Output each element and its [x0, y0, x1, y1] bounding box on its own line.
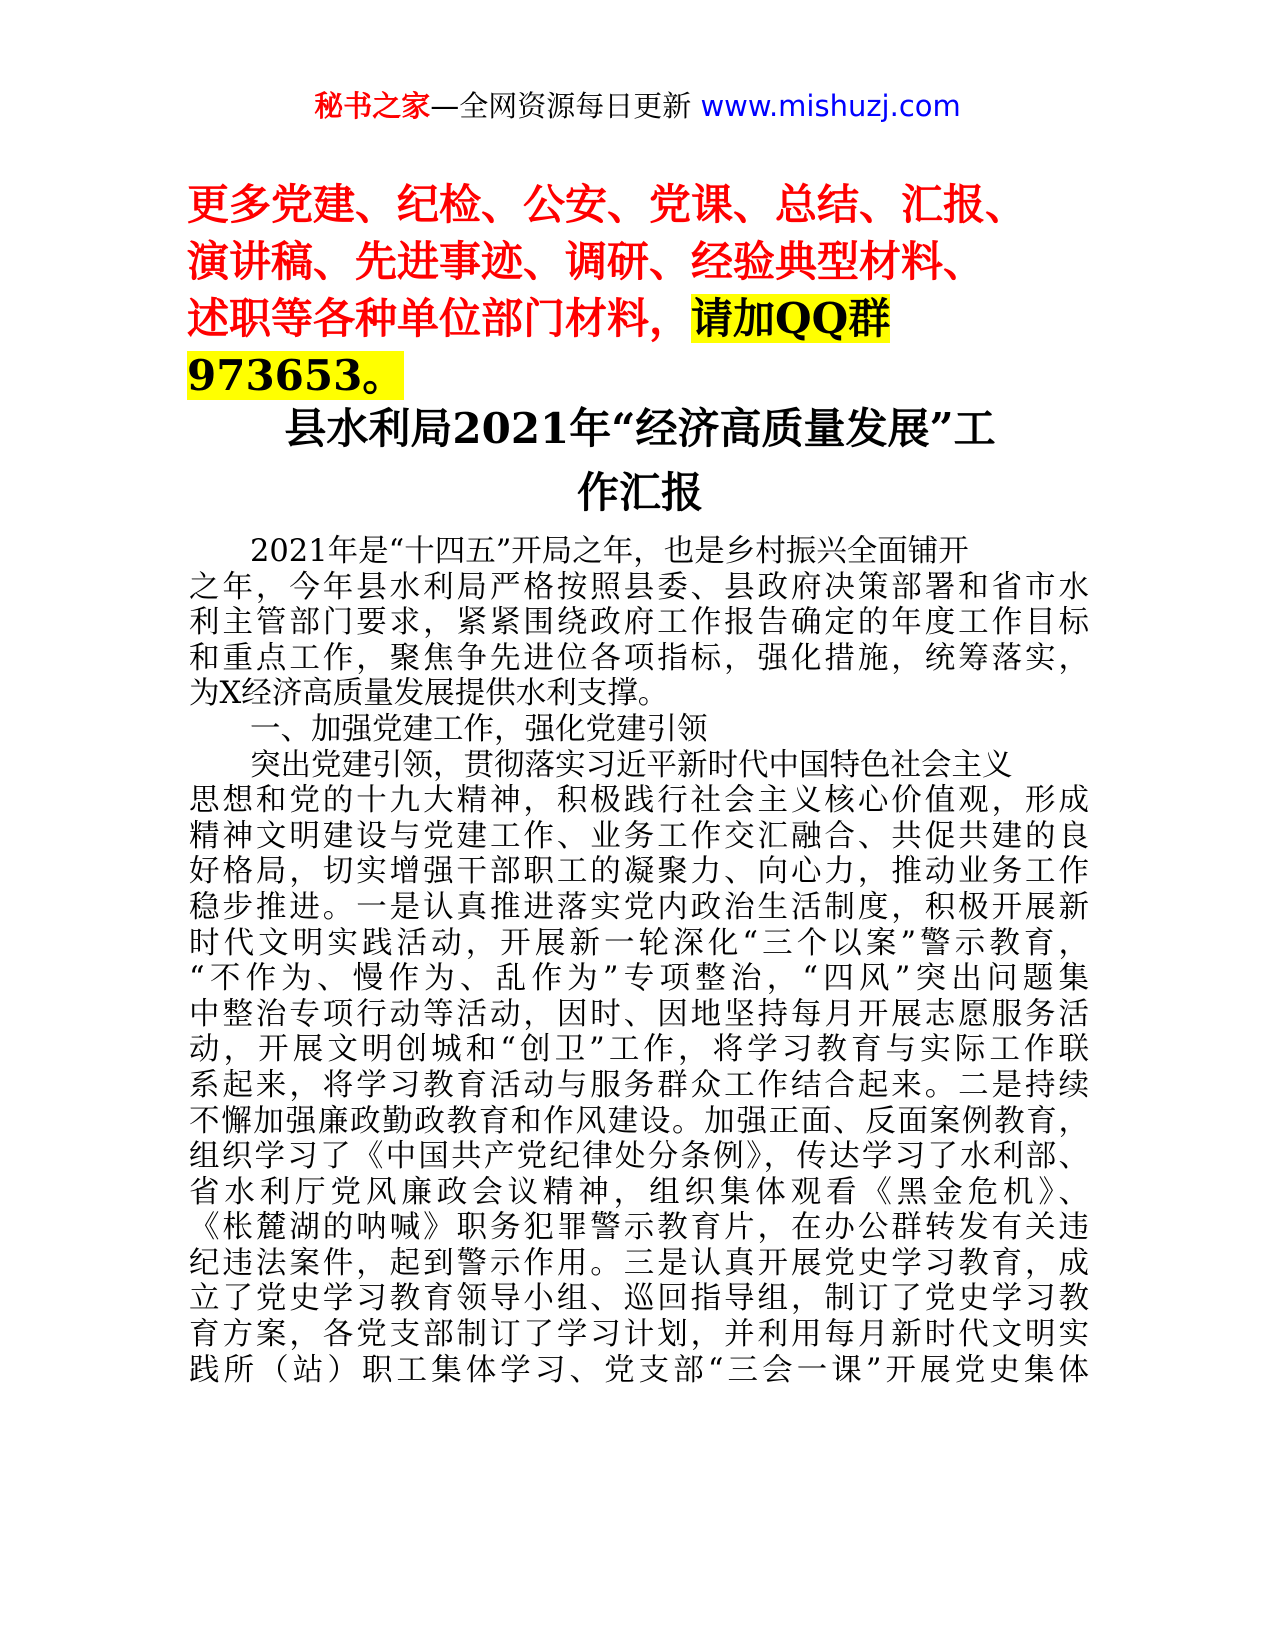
body-line: 动，开展文明创城和“创卫”工作，将学习教育与实际工作联 — [189, 1032, 1089, 1068]
body-line: 时代文明实践活动，开展新一轮深化“三个以案”警示教育， — [189, 925, 1089, 961]
promo-line: 更多党建、纪检、公安、党课、总结、汇报、 — [187, 180, 1028, 229]
body-line: 组织学习了《中国共产党纪律处分条例》，传达学习了水利部、 — [189, 1139, 1089, 1175]
body-line: 立了党史学习教育领导小组、巡回指导组，制订了党史学习教 — [189, 1281, 1089, 1317]
body-line: “不作为、慢作为、乱作为”专项整治，“四风”突出问题集 — [189, 961, 1089, 997]
promo-qq-highlight: 请加QQ群 — [691, 294, 891, 343]
title-line: 作汇报 — [576, 468, 703, 517]
body-line: 中整治专项行动等活动，因时、因地坚持每月开展志愿服务活 — [189, 996, 1089, 1032]
body-line: 之年，今年县水利局严格按照县委、县政府决策部署和省市水 — [189, 569, 1089, 605]
promo-text: 述职等各种单位部门材料， — [187, 294, 692, 343]
site-tagline: —全网资源每日更新 — [430, 89, 701, 123]
site-banner — [0, 86, 1275, 126]
body-line: 思想和党的十九大精神，积极践行社会主义核心价值观，形成 — [189, 783, 1089, 819]
body-line: 纪违法案件，起到警示作用。三是认真开展党史学习教育，成 — [189, 1245, 1089, 1281]
body-line: 利主管部门要求，紧紧围绕政府工作报告确定的年度工作目标 — [189, 605, 1089, 641]
body-line: 好格局，切实增强干部职工的凝聚力、向心力，推动业务工作 — [189, 854, 1089, 890]
promo-line: 演讲稿、先进事迹、调研、经验典型材料、 — [187, 237, 986, 286]
body-line: 不懈加强廉政勤政教育和作风建设。加强正面、反面案例教育， — [189, 1103, 1089, 1139]
document-body — [189, 534, 1089, 1388]
body-line: 精神文明建设与党建工作、业务工作交汇融合、共促共建的良 — [189, 818, 1089, 854]
title-line: 县水利局2021年“经济高质量发展”工 — [284, 404, 996, 453]
site-name: 秘书之家 — [314, 89, 431, 123]
body-line: 2021年是“十四五”开局之年，也是乡村振兴全面铺开 — [250, 534, 969, 569]
site-url-link[interactable]: www.mishuzj.com — [700, 89, 961, 123]
body-line: 《枨麓湖的呐喊》职务犯罪警示教育片，在办公群转发有关违 — [189, 1210, 1089, 1246]
body-line: 稳步推进。一是认真推进落实党内政治生活制度，积极开展新 — [189, 889, 1089, 925]
body-line: 和重点工作，聚焦争先进位各项指标，强化措施，统筹落实， — [189, 640, 1089, 676]
promo-qq-number: 973653。 — [187, 351, 405, 400]
body-line: 系起来，将学习教育活动与服务群众工作结合起来。二是持续 — [189, 1067, 1089, 1103]
body-line: 为X经济高质量发展提供水利支撑。 — [189, 676, 669, 712]
promo-line — [187, 290, 1107, 347]
body-line: 省水利厅党风廉政会议精神，组织集体观看《黑金危机》、 — [189, 1174, 1089, 1210]
body-line: 践所（站）职工集体学习、党支部“三会一课”开展党史集体 — [189, 1352, 1089, 1388]
promo-line — [187, 347, 1107, 404]
body-line: 突出党建引领，贯彻落实习近平新时代中国特色社会主义 — [250, 747, 1013, 783]
document-title — [180, 397, 1100, 525]
section-heading: 一、加强党建工作，强化党建引领 — [250, 711, 708, 747]
body-line: 育方案，各党支部制订了学习计划，并利用每月新时代文明实 — [189, 1317, 1089, 1353]
promo-block — [187, 176, 1107, 404]
